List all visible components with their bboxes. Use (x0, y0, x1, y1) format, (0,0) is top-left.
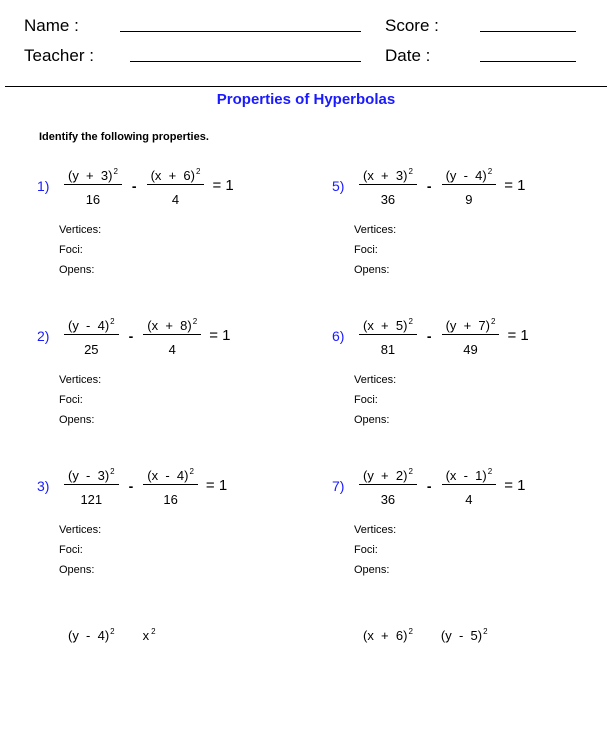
minus-sign: - (128, 328, 134, 344)
second-fraction (437, 623, 492, 650)
first-denominator: 36 (380, 192, 396, 207)
opens-label: Opens: (59, 564, 95, 576)
problem-5 (332, 310, 592, 440)
second-numerator: x (142, 627, 150, 643)
exponent: 2 (151, 626, 156, 636)
second-denominator: 9 (465, 192, 473, 207)
problem-1 (37, 160, 297, 290)
foci-label: Foci: (59, 544, 83, 556)
first-denominator: 36 (380, 492, 396, 507)
opens-label: Opens: (354, 414, 390, 426)
instructions: Identify the following properties. (39, 131, 209, 143)
equals-one: = 1 (504, 477, 526, 494)
problem-number: 3) (37, 478, 50, 494)
hyperbola-equation (359, 310, 529, 362)
equals-one: = 1 (209, 327, 231, 344)
second-numerator: (y + 7) (445, 318, 490, 333)
hyperbola-equation (359, 610, 500, 662)
problem-number: 1) (37, 178, 50, 194)
name-label: Name : (24, 16, 79, 35)
first-fraction (64, 623, 119, 650)
opens-label: Opens: (354, 264, 390, 276)
first-fraction (359, 623, 417, 650)
first-denominator (359, 644, 417, 650)
first-denominator: 121 (80, 492, 103, 507)
first-fraction (64, 313, 119, 359)
exponent: 2 (408, 467, 413, 476)
problem-4 (332, 160, 592, 290)
equals-one: = 1 (212, 177, 234, 194)
problem-6 (332, 460, 592, 590)
foci-label: Foci: (354, 394, 378, 406)
first-denominator: 16 (85, 192, 101, 207)
problem-number: 6) (332, 328, 345, 344)
problem-number: 7) (332, 478, 345, 494)
worksheet-title: Properties of Hyperbolas (216, 91, 396, 108)
name-field[interactable] (120, 31, 361, 32)
exponent: 2 (113, 167, 118, 176)
minus-sign: - (426, 328, 432, 344)
problem-number: 2) (37, 328, 50, 344)
first-numerator: (y - 4) (68, 318, 110, 333)
vertices-label: Vertices: (354, 374, 397, 386)
vertices-label: Vertices: (354, 524, 397, 536)
foci-label: Foci: (354, 244, 378, 256)
first-numerator: (y + 3) (68, 168, 113, 183)
second-denominator: 4 (465, 492, 473, 507)
hyperbola-equation (64, 310, 230, 362)
first-fraction (359, 463, 417, 509)
opens-label: Opens: (59, 414, 95, 426)
second-denominator: 49 (463, 342, 478, 357)
opens-label: Opens: (354, 564, 390, 576)
problem-3 (37, 460, 297, 590)
first-numerator: (x + 3) (363, 168, 408, 183)
exponent: 2 (491, 317, 496, 326)
problem-number: 5) (332, 178, 345, 194)
second-numerator: (y - 5) (440, 627, 483, 643)
second-denominator: 4 (168, 342, 176, 357)
second-numerator: (x + 8) (147, 318, 192, 333)
opens-label: Opens: (59, 264, 95, 276)
minus-sign: - (426, 478, 432, 494)
problem-2 (37, 310, 297, 440)
minus-sign: - (426, 178, 432, 194)
exponent: 2 (408, 626, 413, 636)
second-fraction (143, 463, 198, 509)
second-fraction (147, 163, 205, 209)
second-fraction (139, 623, 160, 650)
hyperbola-equation (64, 460, 227, 512)
exponent: 2 (192, 317, 198, 326)
vertices-label: Vertices: (59, 524, 102, 536)
second-numerator: (x - 1) (445, 468, 487, 483)
second-denominator: 16 (163, 492, 178, 507)
second-fraction (442, 163, 497, 209)
exponent: 2 (189, 467, 194, 476)
foci-label: Foci: (59, 244, 83, 256)
second-fraction (442, 463, 497, 509)
exponent: 2 (408, 167, 413, 176)
second-denominator (437, 644, 492, 650)
first-fraction (64, 463, 119, 509)
foci-label: Foci: (354, 544, 378, 556)
first-fraction (64, 163, 122, 209)
first-denominator: 81 (380, 342, 396, 357)
first-fraction (359, 313, 417, 359)
second-fraction (143, 313, 201, 359)
second-fraction (442, 313, 500, 359)
second-numerator: (x - 4) (147, 468, 189, 483)
hyperbola-equation (64, 160, 234, 212)
score-field[interactable] (480, 31, 576, 32)
exponent: 2 (487, 467, 493, 476)
minus-sign: - (131, 178, 137, 194)
vertices-label: Vertices: (59, 224, 102, 236)
second-denominator: 4 (171, 192, 180, 207)
date-label: Date : (385, 46, 431, 65)
exponent: 2 (110, 467, 115, 476)
first-numerator: (x + 6) (363, 627, 408, 643)
second-numerator: (x + 6) (150, 168, 195, 183)
hyperbola-equation (64, 610, 168, 662)
minus-sign: - (128, 478, 134, 494)
hyperbola-equation (359, 460, 525, 512)
second-numerator: (y - 4) (445, 168, 487, 183)
exponent: 2 (487, 167, 493, 176)
exponent: 2 (196, 167, 201, 176)
teacher-field[interactable] (130, 61, 361, 62)
date-field[interactable] (480, 61, 576, 62)
first-fraction (359, 163, 417, 209)
vertices-label: Vertices: (354, 224, 397, 236)
exponent: 2 (110, 626, 115, 636)
exponent: 2 (408, 317, 413, 326)
first-numerator: (y - 4) (68, 627, 110, 643)
equals-one: = 1 (507, 327, 529, 344)
equals-one: = 1 (504, 177, 526, 194)
first-denominator (64, 644, 119, 650)
exponent: 2 (110, 317, 115, 326)
teacher-label: Teacher : (24, 46, 94, 65)
foci-label: Foci: (59, 394, 83, 406)
second-denominator (139, 644, 160, 650)
exponent: 2 (483, 626, 488, 636)
hyperbola-equation (359, 160, 525, 212)
first-numerator: (y - 3) (68, 468, 110, 483)
first-numerator: (y + 2) (363, 468, 408, 483)
vertices-label: Vertices: (59, 374, 102, 386)
header-divider (5, 86, 607, 87)
score-label: Score : (385, 16, 439, 35)
first-denominator: 25 (84, 342, 99, 357)
equals-one: = 1 (205, 477, 228, 494)
first-numerator: (x + 5) (363, 318, 408, 333)
